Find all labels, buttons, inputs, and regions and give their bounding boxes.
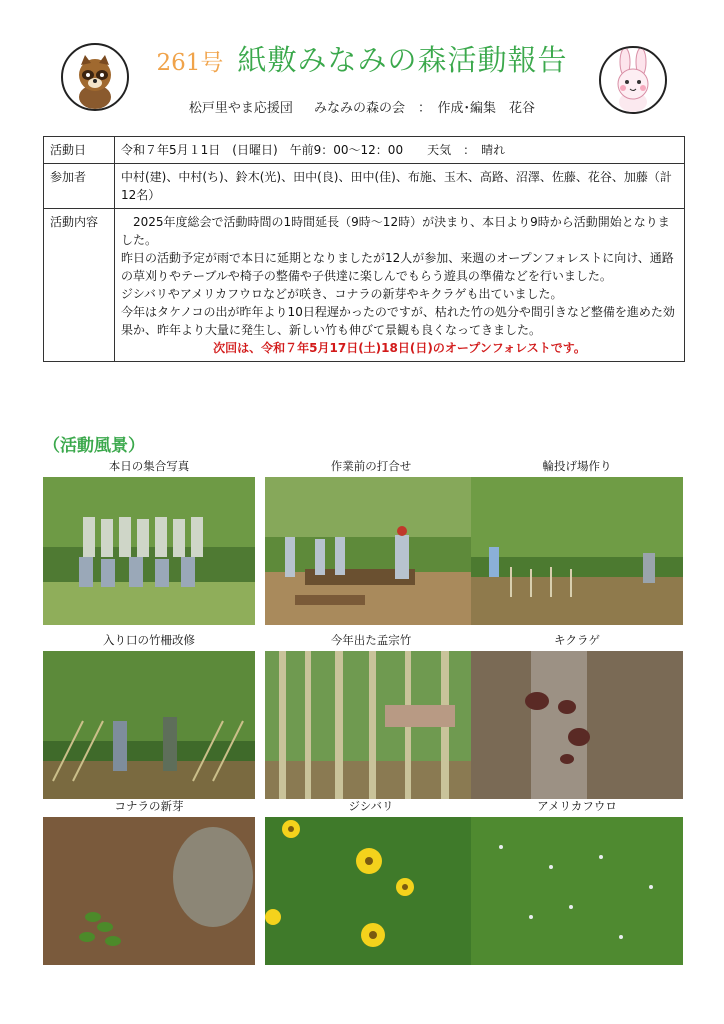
content-body xyxy=(115,209,685,362)
content-paragraph: ジシバリやアメリカフウロなどが咲き、コナラの新芽やキクラゲも出ていました。 xyxy=(121,287,563,301)
photo-cell xyxy=(43,631,255,799)
photo-caption: 本日の集合写真 xyxy=(108,459,190,473)
subtitle: 松戸里やま応援団 みなみの森の会 ： 作成･編集 花谷 xyxy=(188,101,536,116)
photo-cell xyxy=(43,457,255,625)
photo-cell xyxy=(265,457,477,625)
photo-caption: ジシバリ xyxy=(348,799,394,813)
content-paragraph: 2025年度総会で活動時間の1時間延長（9時〜12時）が決まり、本日より9時から活動開始となりました。 xyxy=(121,215,670,247)
bamboo-photo xyxy=(265,651,477,799)
photo-caption: 作業前の打合せ xyxy=(330,459,412,473)
participants-label: 参加者 xyxy=(44,164,115,209)
gallery-section-title: （活動風景） xyxy=(43,436,145,456)
photo-caption: キクラゲ xyxy=(554,633,600,647)
american-geranium-photo xyxy=(471,817,683,965)
ring-toss-photo xyxy=(471,477,683,625)
next-event-notice: 次回は、令和７年5月17日(土)18日(日)のオープンフォレストです。 xyxy=(213,341,586,355)
participants-row xyxy=(44,164,685,209)
photo-caption: 今年出た孟宗竹 xyxy=(330,633,412,647)
title-text: 紙敷みなみの森活動報告 xyxy=(237,43,568,77)
konara-sprout-photo xyxy=(43,817,255,965)
content-paragraph: 今年はタケノコの出が昨年より10日程遅かったのですが、枯れた竹の処分や間引きなど整備を進めた効果か、昨年より大量に発生し、新しい竹も伸びて景観も良くなってきました。 xyxy=(121,305,675,337)
page-title xyxy=(0,38,724,79)
photo-cell xyxy=(43,797,255,965)
issue-number: 261号 xyxy=(156,50,224,76)
date-value: 令和７年5月１1日 (日曜日) 午前9：00〜12：00 天気 ： 晴れ xyxy=(115,137,685,164)
date-label: 活動日 xyxy=(44,137,115,164)
header xyxy=(0,0,724,130)
meeting-photo xyxy=(265,477,477,625)
photo-cell xyxy=(265,631,477,799)
photo-caption: 輪投げ場作り xyxy=(542,459,612,473)
photo-caption: アメリカフウロ xyxy=(537,799,617,813)
participants-value: 中村(建)、中村(ち)、鈴木(光)、田中(良)、田中(佳)、布施、玉木、高路、沼澤、佐藤、花谷、加藤（計12名） xyxy=(115,164,685,209)
group-photo xyxy=(43,477,255,625)
date-row xyxy=(44,137,685,164)
content-label: 活動内容 xyxy=(44,209,115,362)
photo-caption: コナラの新芽 xyxy=(114,799,184,813)
content-paragraph: 昨日の活動予定が雨で本日に延期となりましたが12人が参加、来週のオープンフォレストに向け、通路の草刈りやテーブルや椅子の整備や子供達に楽しんでもらう遊具の準備などを行いました。 xyxy=(121,251,674,283)
photo-cell xyxy=(471,457,683,625)
jishibari-photo xyxy=(265,817,477,965)
photo-cell xyxy=(471,631,683,799)
bamboo-fence-photo xyxy=(43,651,255,799)
photo-caption: 入り口の竹柵改修 xyxy=(103,633,195,647)
photo-cell xyxy=(265,797,477,965)
report-table xyxy=(43,136,685,362)
wood-ear-photo xyxy=(471,651,683,799)
content-row xyxy=(44,209,685,362)
photo-cell xyxy=(471,797,683,965)
